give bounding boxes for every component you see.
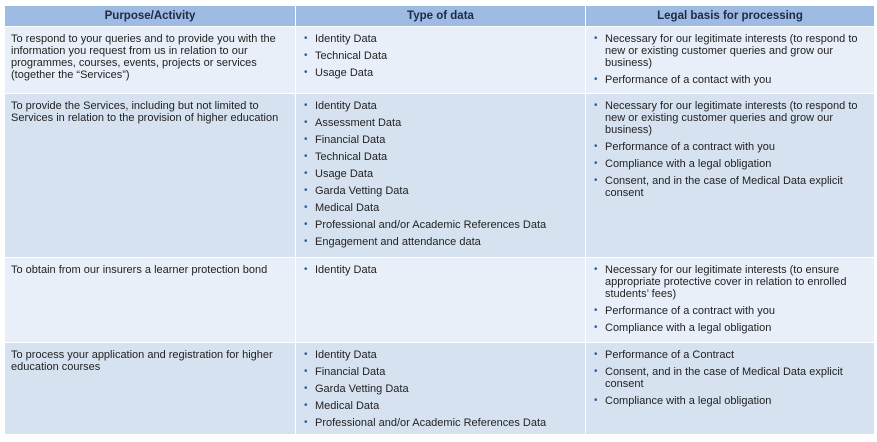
bullet-icon: • — [594, 264, 598, 275]
type-of-data-cell — [296, 258, 586, 343]
data-type-item-text: Professional and/or Academic References Data — [315, 417, 547, 429]
data-type-item — [302, 219, 579, 231]
purpose-cell: To process your application and registration for higher education courses — [5, 343, 296, 435]
data-type-item — [302, 185, 579, 197]
bullet-icon: • — [304, 236, 308, 247]
header-purpose: Purpose/Activity — [5, 6, 296, 27]
bullet-icon: • — [594, 158, 598, 169]
type-of-data-cell — [296, 343, 586, 435]
data-type-item-text: Usage Data — [315, 168, 374, 180]
bullet-icon: • — [304, 151, 308, 162]
legal-basis-item — [592, 141, 868, 153]
header-row — [5, 6, 875, 27]
type-of-data-cell — [296, 94, 586, 258]
data-type-item-text: Identity Data — [315, 264, 377, 276]
data-type-item — [302, 236, 579, 248]
data-processing-table — [4, 5, 875, 435]
data-type-item — [302, 100, 579, 112]
bullet-icon: • — [304, 349, 308, 360]
bullet-icon: • — [304, 185, 308, 196]
legal-basis-item — [592, 33, 868, 69]
legal-basis-item-text: Performance of a contract with you — [605, 141, 775, 153]
legal-basis-cell-list — [592, 33, 868, 86]
data-type-item — [302, 117, 579, 129]
bullet-icon: • — [594, 100, 598, 111]
bullet-icon: • — [304, 67, 308, 78]
data-type-item-text: Usage Data — [315, 67, 374, 79]
data-type-item-text: Engagement and attendance data — [315, 236, 481, 248]
data-type-item — [302, 33, 579, 45]
legal-basis-item — [592, 366, 868, 390]
type-of-data-cell-list — [302, 264, 579, 276]
data-type-item-text: Identity Data — [315, 349, 377, 361]
legal-basis-item — [592, 322, 868, 334]
bullet-icon: • — [594, 141, 598, 152]
legal-basis-item-text: Consent, and in the case of Medical Data explicit consent — [605, 366, 843, 390]
legal-basis-item-text: Compliance with a legal obligation — [605, 322, 772, 334]
bullet-icon: • — [304, 417, 308, 428]
data-type-item-text: Technical Data — [315, 50, 388, 62]
table-row — [5, 343, 875, 435]
legal-basis-item-text: Compliance with a legal obligation — [605, 395, 772, 407]
purpose-cell: To obtain from our insurers a learner protection bond — [5, 258, 296, 343]
data-type-item — [302, 67, 579, 79]
bullet-icon: • — [594, 322, 598, 333]
data-type-item-text: Professional and/or Academic References Data — [315, 219, 547, 231]
legal-basis-item — [592, 175, 868, 199]
data-type-item-text: Identity Data — [315, 100, 377, 112]
legal-basis-item — [592, 349, 868, 361]
bullet-icon: • — [594, 349, 598, 360]
legal-basis-cell — [586, 343, 875, 435]
bullet-icon: • — [304, 219, 308, 230]
data-type-item — [302, 202, 579, 214]
table-row — [5, 27, 875, 94]
data-type-item — [302, 383, 579, 395]
data-type-item-text: Medical Data — [315, 202, 380, 214]
bullet-icon: • — [594, 395, 598, 406]
bullet-icon: • — [594, 366, 598, 377]
data-type-item — [302, 134, 579, 146]
type-of-data-cell-list — [302, 33, 579, 79]
legal-basis-cell — [586, 94, 875, 258]
data-type-item-text: Technical Data — [315, 151, 388, 163]
legal-basis-cell — [586, 27, 875, 94]
data-type-item — [302, 400, 579, 412]
bullet-icon: • — [304, 168, 308, 179]
legal-basis-item-text: Necessary for our legitimate interests (to respond to new or existing customer queries and grow our business) — [605, 100, 858, 136]
data-type-item-text: Garda Vetting Data — [315, 185, 409, 197]
table-row — [5, 94, 875, 258]
legal-basis-item-text: Necessary for our legitimate interests (to ensure appropriate protective cover in relation to enrolled students’ fees) — [605, 264, 847, 300]
legal-basis-item-text: Compliance with a legal obligation — [605, 158, 772, 170]
data-type-item — [302, 417, 579, 429]
type-of-data-cell — [296, 27, 586, 94]
header-type-of-data: Type of data — [296, 6, 586, 27]
legal-basis-item — [592, 158, 868, 170]
type-of-data-cell-list — [302, 349, 579, 429]
bullet-icon: • — [304, 366, 308, 377]
bullet-icon: • — [304, 400, 308, 411]
legal-basis-cell-list — [592, 264, 868, 334]
data-type-item-text: Identity Data — [315, 33, 377, 45]
data-type-item-text: Assessment Data — [315, 117, 402, 129]
data-type-item — [302, 366, 579, 378]
data-type-item-text: Financial Data — [315, 134, 386, 146]
bullet-icon: • — [594, 33, 598, 44]
legal-basis-item — [592, 100, 868, 136]
legal-basis-item-text: Performance of a contract with you — [605, 305, 775, 317]
purpose-cell: To respond to your queries and to provide you with the information you request from us in relation to our programmes, courses, events, projects or services (together the “Services”) — [5, 27, 296, 94]
legal-basis-item-text: Consent, and in the case of Medical Data explicit consent — [605, 175, 843, 199]
data-type-item-text: Financial Data — [315, 366, 386, 378]
bullet-icon: • — [594, 305, 598, 316]
bullet-icon: • — [304, 33, 308, 44]
bullet-icon: • — [304, 50, 308, 61]
data-type-item-text: Medical Data — [315, 400, 380, 412]
legal-basis-cell — [586, 258, 875, 343]
legal-basis-item — [592, 395, 868, 407]
bullet-icon: • — [594, 74, 598, 85]
legal-basis-item — [592, 264, 868, 300]
legal-basis-item-text: Necessary for our legitimate interests (to respond to new or existing customer queries and grow our business) — [605, 33, 858, 69]
legal-basis-cell-list — [592, 349, 868, 407]
type-of-data-cell-list — [302, 100, 579, 248]
bullet-icon: • — [304, 264, 308, 275]
bullet-icon: • — [304, 100, 308, 111]
purpose-cell: To provide the Services, including but not limited to Services in relation to the provision of higher education — [5, 94, 296, 258]
legal-basis-cell-list — [592, 100, 868, 199]
data-type-item — [302, 168, 579, 180]
data-type-item — [302, 349, 579, 361]
legal-basis-item — [592, 74, 868, 86]
legal-basis-item-text: Performance of a contact with you — [605, 74, 772, 86]
data-type-item — [302, 151, 579, 163]
bullet-icon: • — [304, 383, 308, 394]
data-type-item — [302, 50, 579, 62]
data-type-item — [302, 264, 579, 276]
bullet-icon: • — [304, 117, 308, 128]
bullet-icon: • — [304, 134, 308, 145]
table-row — [5, 258, 875, 343]
legal-basis-item-text: Performance of a Contract — [605, 349, 735, 361]
legal-basis-item — [592, 305, 868, 317]
data-type-item-text: Garda Vetting Data — [315, 383, 409, 395]
bullet-icon: • — [594, 175, 598, 186]
bullet-icon: • — [304, 202, 308, 213]
header-legal-basis: Legal basis for processing — [586, 6, 875, 27]
